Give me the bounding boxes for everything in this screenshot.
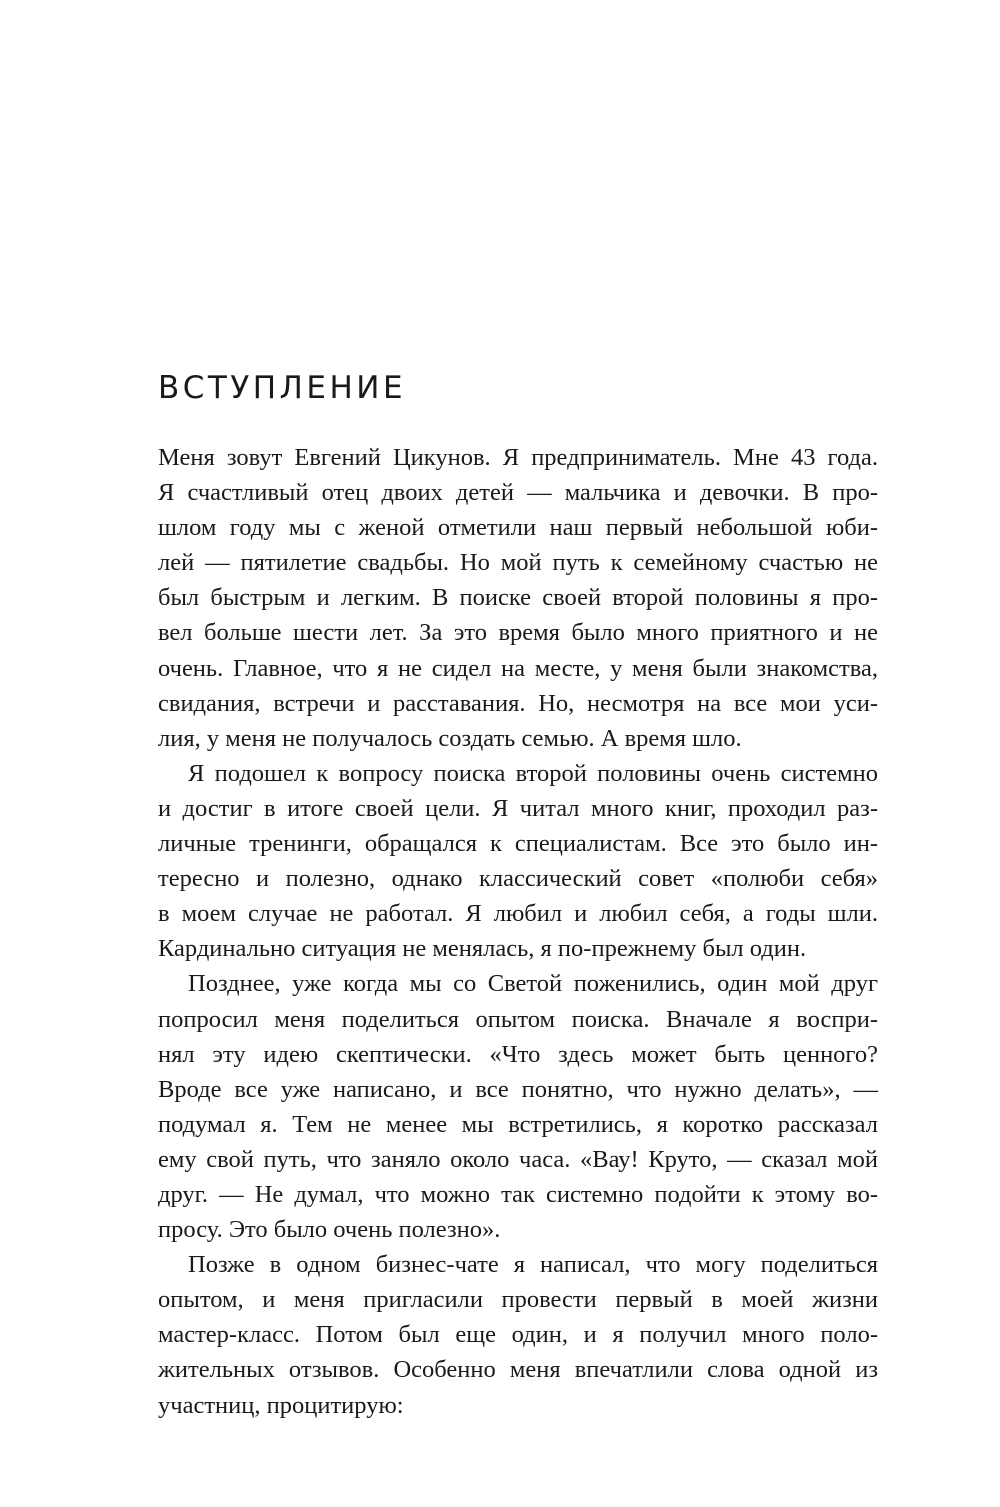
text-line: мастер-класс. Потом был еще один, и я получил много поло-	[158, 1321, 878, 1349]
text-line: Я счастливый отец двоих детей — мальчика и девочки. В про-	[158, 479, 878, 507]
text-line: был быстрым и легким. В поиске своей второй половины я про-	[158, 584, 878, 612]
text-line: тересно и полезно, однако классический совет «полюби себя»	[158, 865, 878, 893]
text-line: друг. — Не думал, что можно так системно подойти к этому во-	[158, 1180, 878, 1208]
paragraph-4	[158, 1247, 878, 1422]
text-line: опытом, и меня пригласили провести первый в моей жизни	[158, 1286, 878, 1314]
text-line: участниц, процитирую:	[158, 1391, 404, 1419]
text-line: просу. Это было очень полезно».	[158, 1216, 501, 1244]
text-line: вел больше шести лет. За это время было много приятного и не	[158, 619, 878, 647]
paragraph-1	[158, 440, 878, 756]
chapter-title: ВСТУПЛЕНИЕ	[158, 370, 407, 406]
text-line: лей — пятилетие свадьбы. Но мой путь к семейному счастью не	[158, 549, 878, 577]
text-line: и достиг в итоге своей цели. Я читал много книг, проходил раз-	[158, 794, 878, 822]
paragraph-2	[158, 756, 878, 967]
text-line: нял эту идею скептически. «Что здесь может быть ценного?	[158, 1040, 878, 1068]
text-line: жительных отзывов. Особенно меня впечатлили слова одной из	[158, 1356, 878, 1384]
text-line: подумал я. Тем не менее мы встретились, я коротко рассказал	[158, 1110, 878, 1138]
text-line: Я подошел к вопросу поиска второй половины очень системно	[188, 759, 878, 787]
text-line: очень. Главное, что я не сидел на месте, у меня были знакомства,	[158, 654, 878, 682]
text-line: в моем случае не работал. Я любил и любил себя, а годы шли.	[158, 900, 878, 928]
text-line: Меня зовут Евгений Цикунов. Я предприниматель. Мне 43 года.	[158, 444, 878, 471]
text-line: ему свой путь, что заняло около часа. «Вау! Круто, — сказал мой	[158, 1145, 878, 1173]
paragraph-3	[158, 966, 878, 1247]
text-line: шлом году мы с женой отметили наш первый небольшой юби-	[158, 514, 878, 542]
text-line: Позднее, уже когда мы со Светой поженились, один мой друг	[188, 970, 878, 998]
text-line: попросил меня поделиться опытом поиска. Вначале я воспри-	[158, 1005, 878, 1033]
text-line: свидания, встречи и расставания. Но, несмотря на все мои уси-	[158, 689, 878, 717]
text-line: Вроде все уже написано, и все понятно, что нужно делать», —	[158, 1075, 878, 1103]
body-text	[158, 440, 878, 1423]
text-line: Позже в одном бизнес-чате я написал, что могу поделиться	[188, 1251, 878, 1279]
text-line: личные тренинги, обращался к специалистам. Все это было ин-	[158, 830, 878, 858]
text-line: Кардинально ситуация не менялась, я по-прежнему был один.	[158, 935, 807, 963]
text-line: лия, у меня не получалось создать семью. А время шло.	[158, 724, 742, 752]
